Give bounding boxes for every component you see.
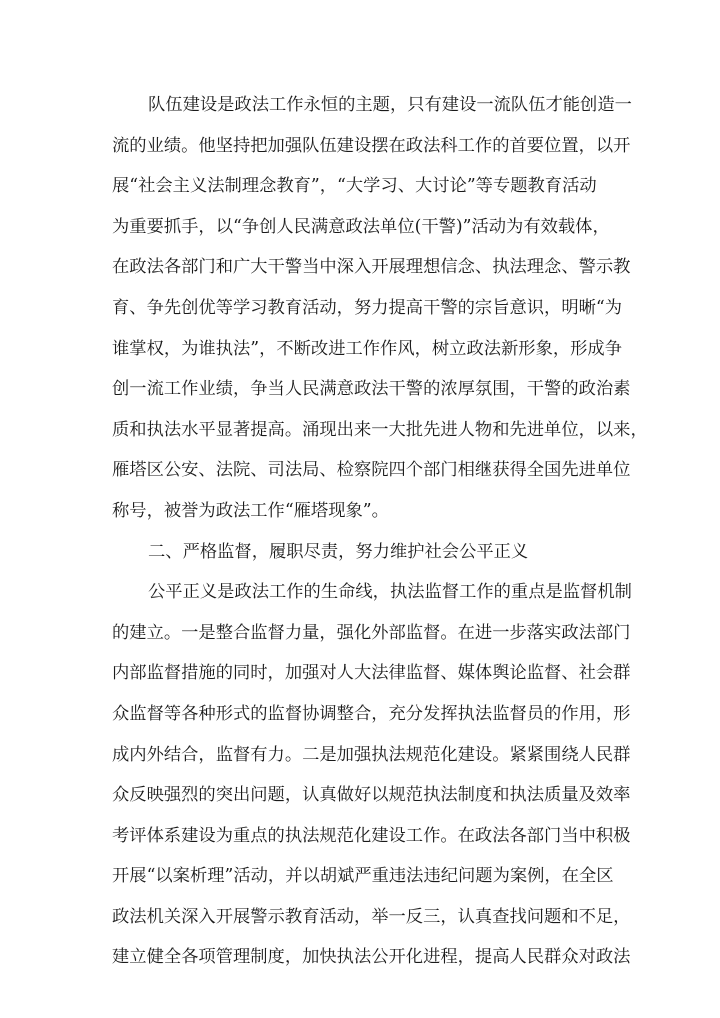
text-line: 队伍建设是政法工作永恒的主题，只有建设一流队伍才能创造一 [148,95,632,115]
text-line: 众反映强烈的突出问题，认真做好以规范执法制度和执法质量及效率 [112,785,631,806]
text-line: 的建立。一是整合监督力量，强化外部监督。在进一步落实政法部门 [112,622,631,643]
text-line: 内部监督措施的同时，加强对人大法律监督、媒体舆论监督、社会群 [112,663,631,684]
text-line: 称号，被誉为政法工作“雁塔现象”。 [112,500,389,521]
text-line: 雁塔区公安、法院、司法局、检察院四个部门相继获得全国先进单位 [112,460,631,481]
text-line: 质和执法水平显著提高。涌现出来一大批先进人物和先进单位，以来， [112,419,648,440]
body-text [112,85,712,978]
text-line: 政法机关深入开展警示教育活动，举一反三，认真查找问题和不足， [112,906,631,927]
text-line: 成内外结合，监督有力。二是加强执法规范化建设。紧紧围绕人民群 [112,744,631,765]
text-line: 建立健全各项管理制度，加快执法公开化进程，提高人民群众对政法 [112,947,631,968]
text-line: 在政法各部门和广大干警当中深入开展理想信念、执法理念、警示教 [112,257,631,278]
section-heading: 二、严格监督，履职尽责，努力维护社会公平正义 [148,541,529,562]
text-line: 为重要抓手，以“争创人民满意政法单位(干警)”活动为有效载体， [112,216,610,237]
text-line: 展“社会主义法制理念教育”，“大学习、大讨论”等专题教育活动 [112,176,597,197]
text-line: 考评体系建设为重点的执法规范化建设工作。在政法各部门当中积极 [112,825,631,846]
text-line: 育、争先创优等学习教育活动，努力提高干警的宗旨意识，明晰“为 [112,297,622,318]
text-line: 流的业绩。他坚持把加强队伍建设摆在政法科工作的首要位置，以开 [112,135,631,156]
text-line: 创一流工作业绩，争当人民满意政法干警的浓厚氛围，干警的政治素 [112,379,631,400]
text-line: 谁掌权，为谁执法”，不断改进工作作风，树立政法新形象，形成争 [112,338,622,359]
text-line: 众监督等各种形式的监督协调整合，充分发挥执法监督员的作用，形 [112,703,631,724]
text-line: 公平正义是政法工作的生命线，执法监督工作的重点是监督机制 [148,582,632,603]
text-line: 开展“以案析理”活动，并以胡斌严重违法违纪问题为案例，在全区 [112,866,614,887]
